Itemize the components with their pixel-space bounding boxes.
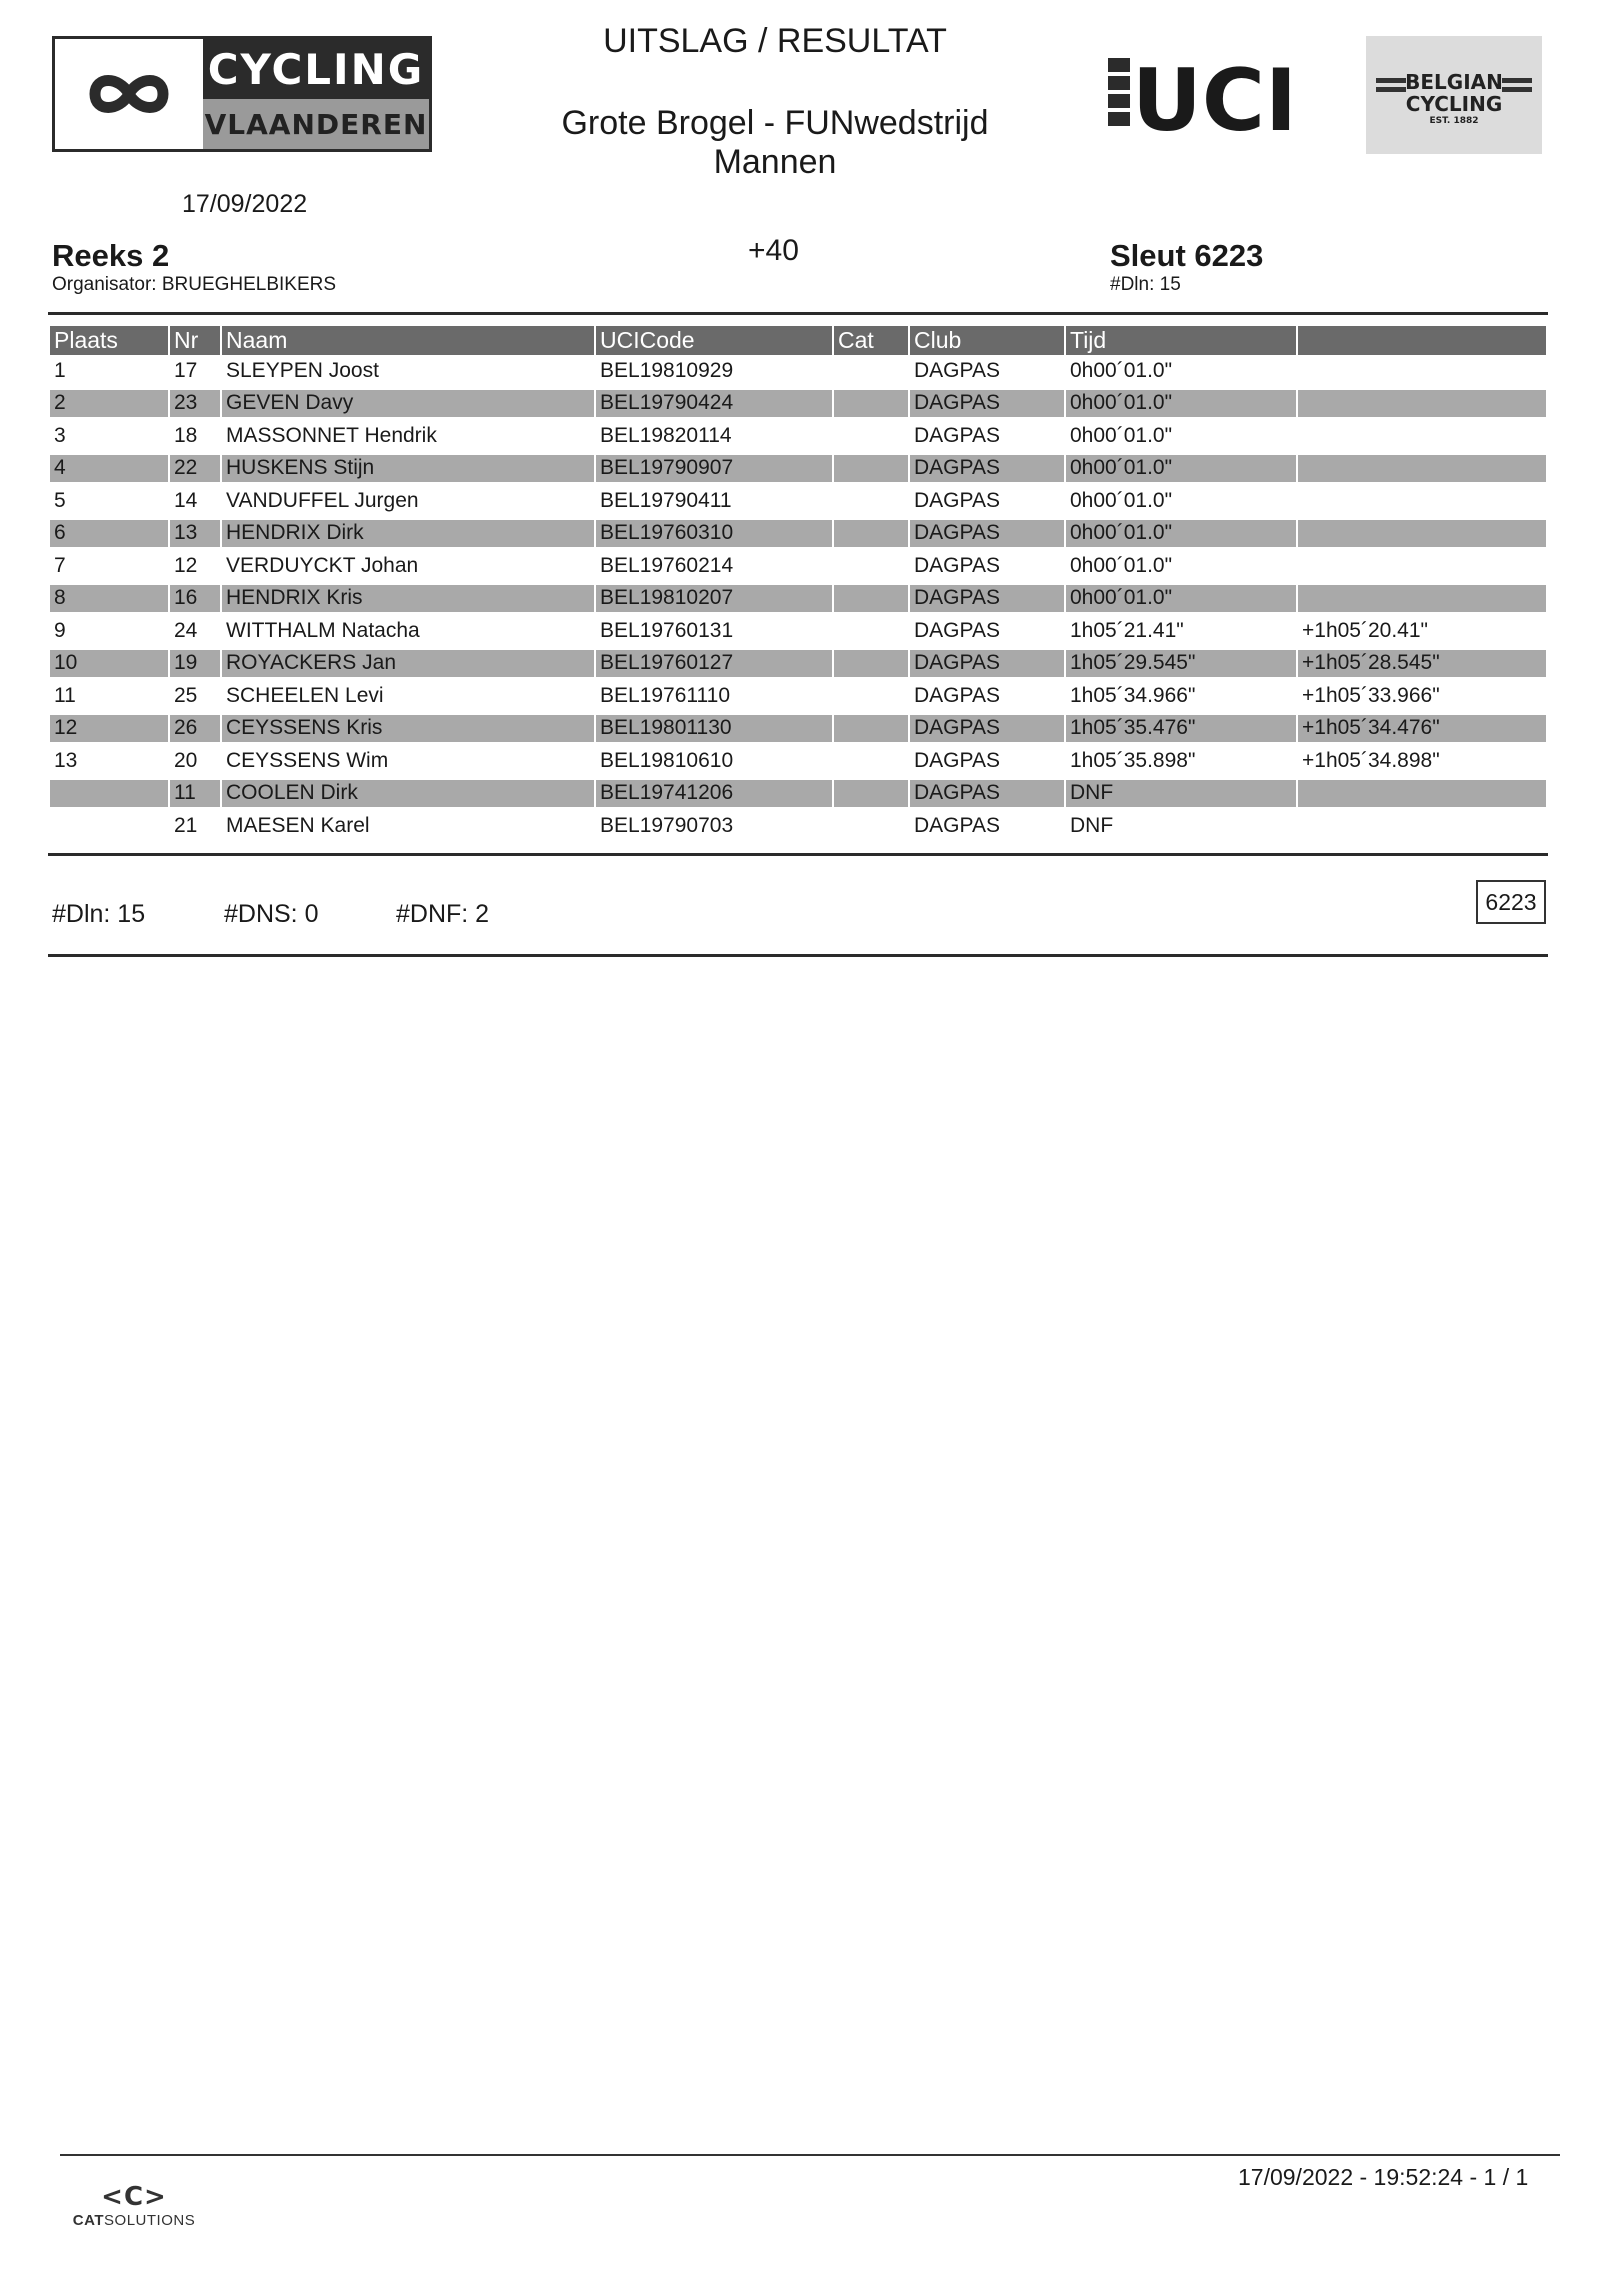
print-timestamp: 17/09/2022 - 19:52:24 - 1 / 1 — [1238, 2164, 1529, 2190]
cell-cat — [834, 390, 908, 417]
cell-club: DAGPAS — [914, 619, 1000, 643]
cell-gap — [1298, 455, 1546, 482]
cell-ucicode: BEL19790703 — [600, 814, 734, 838]
column-header: Cat — [834, 326, 908, 355]
table-row — [50, 680, 1546, 713]
cell-plaats: 10 — [50, 650, 168, 677]
cell-plaats: 6 — [50, 520, 168, 547]
cell-nr: 19 — [170, 650, 220, 677]
cell-nr: 25 — [174, 684, 198, 708]
cell-plaats: 9 — [54, 619, 66, 643]
cell-gap — [1298, 520, 1546, 547]
cell-gap — [1298, 420, 1546, 453]
cell-nr: 24 — [174, 619, 198, 643]
divider — [48, 853, 1548, 856]
cell-club: DAGPAS — [914, 489, 1000, 513]
cell-tijd: 0h00´01.0" — [1070, 554, 1173, 578]
table-row — [50, 453, 1546, 486]
divider — [48, 312, 1548, 315]
table-row — [50, 745, 1546, 778]
reeks-title: Reeks 2 — [52, 238, 170, 273]
cell-tijd: 1h05´34.966" — [1070, 684, 1196, 708]
cell-naam: HUSKENS Stijn — [222, 455, 594, 482]
cell-nr: 11 — [170, 780, 220, 807]
race-date: 17/09/2022 — [182, 190, 308, 218]
cell-naam: VERDUYCKT Johan — [226, 554, 419, 578]
cell-gap — [1298, 355, 1546, 388]
cell-gap: +1h05´20.41" — [1302, 619, 1428, 643]
cell-naam: COOLEN Dirk — [222, 780, 594, 807]
cell-club: DAGPAS — [914, 424, 1000, 448]
cell-naam: HENDRIX Dirk — [222, 520, 594, 547]
cell-cat — [834, 520, 908, 547]
cell-tijd: 0h00´01.0" — [1070, 359, 1173, 383]
results-table — [50, 326, 1546, 843]
summary-dnf: #DNF: 2 — [396, 900, 490, 928]
column-header: UCICode — [596, 326, 832, 355]
infinity-icon — [55, 39, 203, 149]
uci-logo — [1108, 50, 1348, 140]
catsolutions-text — [64, 2212, 204, 2229]
cell-tijd: 1h05´35.476" — [1066, 715, 1296, 742]
table-row — [50, 518, 1546, 551]
race-name: Grote Brogel - FUNwedstrijd Mannen — [561, 104, 989, 181]
cell-nr: 13 — [170, 520, 220, 547]
logo-cycling-text: CYCLING — [203, 39, 429, 99]
cell-gap: +1h05´33.966" — [1302, 684, 1440, 708]
cell-gap: +1h05´34.476" — [1298, 715, 1546, 742]
category-label: +40 — [748, 234, 799, 267]
cell-nr: 14 — [174, 489, 198, 513]
cell-ucicode: BEL19760310 — [596, 520, 832, 547]
cell-plaats: 1 — [54, 359, 66, 383]
participant-count: #Dln: 15 — [1110, 274, 1181, 295]
cell-nr: 18 — [174, 424, 198, 448]
catsolutions-mark-icon: <C> — [101, 2182, 167, 2212]
table-row — [50, 388, 1546, 421]
table-row — [50, 713, 1546, 746]
table-row — [50, 355, 1546, 388]
cell-club: DAGPAS — [910, 650, 1064, 677]
cell-tijd: 0h00´01.0" — [1066, 520, 1296, 547]
cell-club: DAGPAS — [910, 455, 1064, 482]
organisator: Organisator: BRUEGHELBIKERS — [52, 274, 337, 295]
cell-club: DAGPAS — [914, 554, 1000, 578]
cell-club: DAGPAS — [914, 359, 1000, 383]
cell-ucicode: BEL19810207 — [596, 585, 832, 612]
cell-tijd: 0h00´01.0" — [1066, 455, 1296, 482]
catsolutions-logo — [64, 2182, 204, 2242]
cell-naam: MASSONNET Hendrik — [226, 424, 437, 448]
cell-club: DAGPAS — [910, 390, 1064, 417]
page-title: UITSLAG / RESULTAT — [603, 22, 947, 60]
table-row — [50, 648, 1546, 681]
cell-cat — [834, 715, 908, 742]
column-header: Club — [910, 326, 1064, 355]
cell-club: DAGPAS — [914, 814, 1000, 838]
cell-plaats: 4 — [50, 455, 168, 482]
cell-tijd: 0h00´01.0" — [1066, 390, 1296, 417]
table-row — [50, 583, 1546, 616]
cell-ucicode: BEL19790411 — [600, 489, 732, 513]
cell-plaats: 7 — [54, 554, 66, 578]
cell-naam: CEYSSENS Wim — [226, 749, 389, 773]
cell-naam: MAESEN Karel — [226, 814, 370, 838]
cell-ucicode: BEL19810610 — [600, 749, 734, 773]
cell-tijd: 1h05´35.898" — [1070, 749, 1196, 773]
cell-cat — [834, 650, 908, 677]
cell-naam: CEYSSENS Kris — [222, 715, 594, 742]
cell-gap — [1298, 485, 1546, 518]
table-row — [50, 615, 1546, 648]
cell-naam: WITTHALM Natacha — [226, 619, 420, 643]
cell-naam: ROYACKERS Jan — [222, 650, 594, 677]
cell-plaats: 5 — [54, 489, 66, 513]
cell-ucicode: BEL19820114 — [600, 424, 732, 448]
column-header: Naam — [222, 326, 594, 355]
cell-nr: 22 — [170, 455, 220, 482]
cell-nr: 17 — [174, 359, 198, 383]
cycling-vlaanderen-logo — [52, 36, 432, 152]
table-row — [50, 778, 1546, 811]
belgian-cycling-logo — [1366, 36, 1542, 154]
cell-tijd: 1h05´21.41" — [1070, 619, 1184, 643]
cell-ucicode: BEL19810929 — [600, 359, 734, 383]
cell-club: DAGPAS — [914, 749, 1000, 773]
cell-ucicode: BEL19760214 — [600, 554, 734, 578]
cell-tijd: 0h00´01.0" — [1070, 424, 1173, 448]
logo-cycling-text: CYCLING — [1405, 92, 1503, 116]
cell-tijd: 1h05´29.545" — [1066, 650, 1296, 677]
cell-plaats — [50, 780, 168, 807]
cell-nr: 26 — [170, 715, 220, 742]
cell-plaats: 3 — [54, 424, 66, 448]
footer-divider — [60, 2154, 1560, 2156]
cell-plaats — [50, 810, 168, 843]
cell-gap — [1298, 585, 1546, 612]
catsolutions-bold: CAT — [72, 2212, 105, 2229]
cell-club: DAGPAS — [910, 780, 1064, 807]
divider — [48, 954, 1548, 957]
cell-gap: +1h05´28.545" — [1298, 650, 1546, 677]
cell-naam: GEVEN Davy — [222, 390, 594, 417]
cell-nr: 16 — [170, 585, 220, 612]
table-row — [50, 485, 1546, 518]
cell-cat — [834, 455, 908, 482]
cell-gap — [1298, 780, 1546, 807]
summary-dln: #Dln: 15 — [52, 900, 146, 928]
cell-naam: SCHEELEN Levi — [226, 684, 384, 708]
cell-gap — [1298, 550, 1546, 583]
cell-nr: 12 — [174, 554, 198, 578]
cell-ucicode: BEL19801130 — [596, 715, 832, 742]
cell-naam: VANDUFFEL Jurgen — [226, 489, 419, 513]
cell-club: DAGPAS — [910, 715, 1064, 742]
table-header — [50, 326, 1546, 355]
cell-cat — [834, 585, 908, 612]
column-header: Tijd — [1066, 326, 1296, 355]
cell-plaats: 11 — [54, 684, 76, 708]
table-body — [50, 355, 1546, 843]
cell-gap — [1298, 390, 1546, 417]
table-row — [50, 420, 1546, 453]
cell-tijd: 0h00´01.0" — [1066, 585, 1296, 612]
column-header: Nr — [170, 326, 220, 355]
cell-club: DAGPAS — [910, 520, 1064, 547]
cell-gap: +1h05´34.898" — [1302, 749, 1440, 773]
cell-club: DAGPAS — [910, 585, 1064, 612]
uci-logo-text: UCI — [1132, 51, 1297, 140]
cell-nr: 20 — [174, 749, 198, 773]
summary-dns: #DNS: 0 — [224, 900, 319, 928]
catsolutions-rest: SOLUTIONS — [104, 2212, 196, 2229]
cell-ucicode: BEL19760127 — [596, 650, 832, 677]
cell-naam: HENDRIX Kris — [222, 585, 594, 612]
sleut-title: Sleut 6223 — [1110, 238, 1264, 273]
logo-vlaanderen-text: VLAANDEREN — [203, 99, 429, 149]
cell-plaats: 13 — [54, 749, 78, 773]
logo-est-text: EST. 1882 — [1429, 116, 1479, 126]
table-row — [50, 810, 1546, 843]
column-header — [1298, 326, 1546, 355]
sleut-code-box: 6223 — [1476, 880, 1546, 924]
cell-plaats: 2 — [50, 390, 168, 417]
table-row — [50, 550, 1546, 583]
cell-ucicode: BEL19760131 — [600, 619, 734, 643]
cell-plaats: 12 — [50, 715, 168, 742]
cell-tijd: 0h00´01.0" — [1070, 489, 1173, 513]
cell-cat — [834, 780, 908, 807]
cell-tijd: DNF — [1070, 814, 1114, 838]
cell-ucicode: BEL19790907 — [596, 455, 832, 482]
cell-ucicode: BEL19790424 — [596, 390, 832, 417]
cell-nr: 21 — [174, 814, 198, 838]
cell-plaats: 8 — [50, 585, 168, 612]
cell-tijd: DNF — [1066, 780, 1296, 807]
cell-gap — [1298, 810, 1546, 843]
cell-ucicode: BEL19761110 — [600, 684, 731, 708]
cell-ucicode: BEL19741206 — [596, 780, 832, 807]
cell-nr: 23 — [170, 390, 220, 417]
cell-club: DAGPAS — [914, 684, 1000, 708]
cell-naam: SLEYPEN Joost — [226, 359, 379, 383]
logo-belgian-text: BELGIAN — [1405, 70, 1503, 94]
column-header: Plaats — [50, 326, 168, 355]
